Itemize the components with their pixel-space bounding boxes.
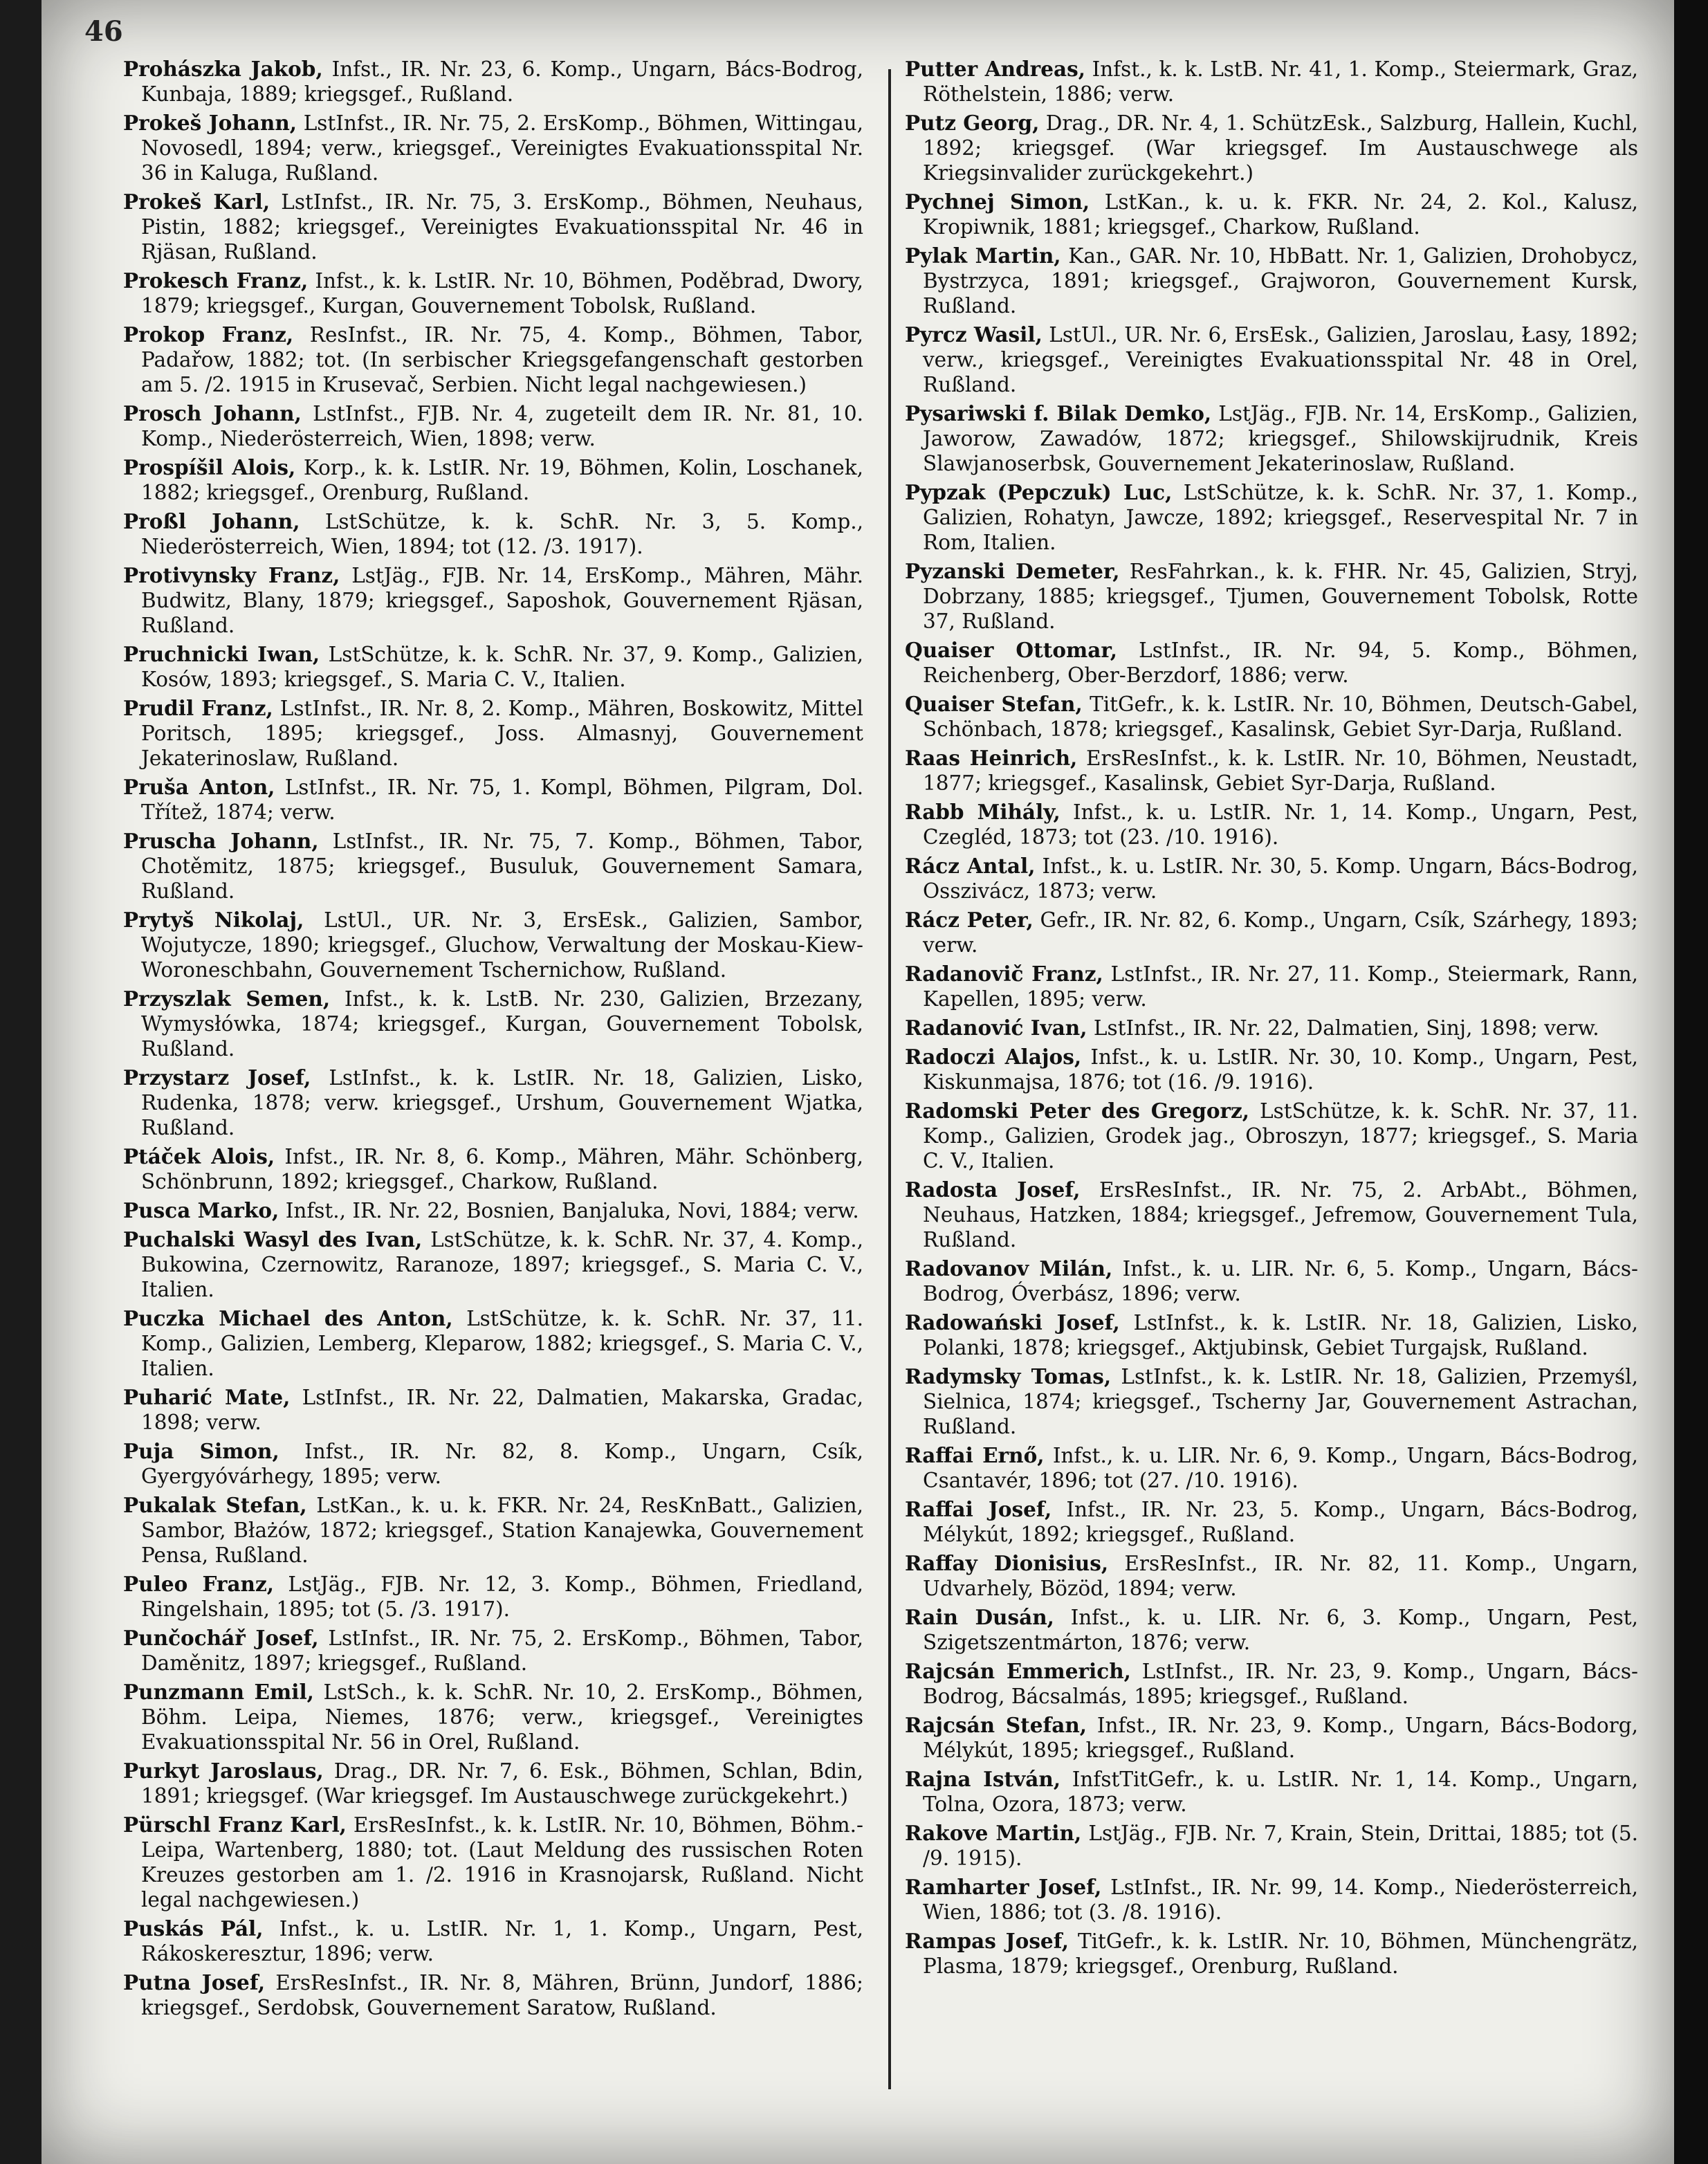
entry-name: Przyszlak Semen, xyxy=(123,987,331,1011)
entry-details: LstUl., UR. Nr. 3, ErsEsk., Galizien, Sambor, Wojutycze, 1890; kriegsgef., Gluchow, Verwaltung der Moskau-Kiew-Woroneschbahn, Gouvernement Tschernichow, Rußland. xyxy=(141,908,863,982)
entry-details: LstSchütze, k. k. SchR. Nr. 37, 9. Komp., Galizien, Kosów, 1893; kriegsgef., S. Maria C. V., Italien. xyxy=(141,643,863,691)
casualty-entry xyxy=(905,1045,1638,1094)
casualty-entry xyxy=(123,401,863,451)
entry-name: Ptáček Alois, xyxy=(123,1144,275,1168)
entry-name: Putna Josef, xyxy=(123,1970,266,1995)
entry-details: Kan., GAR. Nr. 10, HbBatt. Nr. 1, Galizien, Drohobycz, Bystrzyca, 1891; kriegsgef., Grajworon, Gouvernement Kursk, Rußland. xyxy=(923,244,1638,318)
entry-name: Raffai Ernő, xyxy=(905,1443,1045,1467)
casualty-entry xyxy=(123,696,863,771)
entry-name: Quaiser Ottomar, xyxy=(905,638,1118,662)
entry-details: TitGefr., k. k. LstIR. Nr. 10, Böhmen, Münchengrätz, Plasma, 1879; kriegsgef., Orenburg, Rußland. xyxy=(923,1929,1638,1978)
entry-name: Raffay Dionisius, xyxy=(905,1551,1109,1575)
casualty-entry xyxy=(123,268,863,318)
entry-details: LstInfst., IR. Nr. 75, 7. Komp., Böhmen, Tabor, Chotěmitz, 1875; kriegsgef., Busuluk, Gouvernement Samara, Rußland. xyxy=(141,829,863,903)
casualty-entry xyxy=(905,401,1638,476)
casualty-entry xyxy=(123,1813,863,1912)
casualty-entry xyxy=(905,244,1638,318)
entry-name: Przystarz Josef, xyxy=(123,1065,311,1090)
entry-name: Raas Heinrich, xyxy=(905,746,1078,770)
entry-name: Pyrcz Wasil, xyxy=(905,322,1043,347)
entry-details: Infst., k. u. LstIR. Nr. 1, 14. Komp., Ungarn, Pest, Czegléd, 1873; tot (23. /10. 1916). xyxy=(923,800,1638,849)
casualty-entry xyxy=(123,1759,863,1808)
casualty-entry xyxy=(123,1144,863,1194)
entry-name: Rácz Antal, xyxy=(905,854,1036,878)
entry-details: ErsResInfst., IR. Nr. 82, 11. Komp., Ungarn, Udvarhely, Bözöd, 1894; verw. xyxy=(923,1552,1638,1600)
entry-details: Infst., k. u. LstIR. Nr. 30, 5. Komp. Ungarn, Bács-Bodrog, Osszivácz, 1873; verw. xyxy=(923,854,1638,903)
entry-name: Putz Georg, xyxy=(905,111,1040,135)
entry-name: Puczka Michael des Anton, xyxy=(123,1306,453,1330)
casualty-entry xyxy=(905,1929,1638,1979)
scan-edge xyxy=(1673,0,1708,2164)
entry-details: LstInfst., k. k. LstIR. Nr. 18, Galizien, Lisko, Polanki, 1878; kriegsgef., Aktjubinsk, Gebiet Turgajsk, Rußland. xyxy=(923,1311,1638,1359)
page-number: 46 xyxy=(84,15,123,48)
entry-name: Rácz Peter, xyxy=(905,908,1034,932)
casualty-entry xyxy=(123,111,863,185)
entry-name: Radanović Ivan, xyxy=(905,1016,1087,1040)
entry-name: Prokeš Johann, xyxy=(123,111,297,135)
entry-details: Infst., k. u. LstIR. Nr. 30, 10. Komp., Ungarn, Pest, Kiskunmajsa, 1876; tot (16. /9. 1916). xyxy=(923,1045,1638,1094)
entry-name: Prosch Johann, xyxy=(123,401,302,425)
entry-name: Proßl Johann, xyxy=(123,509,300,533)
entry-details: LstInfst., IR. Nr. 27, 11. Komp., Steiermark, Rann, Kapellen, 1895; verw. xyxy=(923,962,1638,1011)
entry-name: Pusca Marko, xyxy=(123,1198,279,1222)
entry-details: LstInfst., IR. Nr. 75, 3. ErsKomp., Böhmen, Neuhaus, Pistin, 1882; kriegsgef., Vereinigtes Evakuationsspital Nr. 46 in Rjäsan, Rußland. xyxy=(141,190,863,264)
casualty-entry xyxy=(123,775,863,825)
entry-details: TitGefr., k. k. LstIR. Nr. 10, Böhmen, Deutsch-Gabel, Schönbach, 1878; kriegsgef., Kasalinsk, Gebiet Syr-Darja, Rußland. xyxy=(923,693,1638,741)
entry-details: Infst., k. u. LstIR. Nr. 1, 1. Komp., Ungarn, Pest, Rákoskeresztur, 1896; verw. xyxy=(141,1917,863,1965)
casualty-entry xyxy=(123,190,863,264)
casualty-entry xyxy=(123,1198,863,1223)
casualty-entry xyxy=(905,111,1638,185)
casualty-entry xyxy=(123,1385,863,1435)
entry-details: ErsResInfst., IR. Nr. 75, 2. ArbAbt., Böhmen, Neuhaus, Hatzken, 1884; kriegsgef., Jefremow, Gouvernement Tula, Rußland. xyxy=(923,1178,1638,1251)
casualty-entry xyxy=(905,1443,1638,1493)
entry-name: Quaiser Stefan, xyxy=(905,692,1083,716)
casualty-entry xyxy=(905,1659,1638,1709)
entry-details: Drag., DR. Nr. 4, 1. SchützEsk., Salzburg, Hallein, Kuchl, 1892; kriegsgef. (War kriegsgef. Im Austauschwege als Kriegsinvalider zurückgekehrt.) xyxy=(923,111,1638,185)
casualty-entry xyxy=(123,1916,863,1966)
entry-details: LstJäg., FJB. Nr. 14, ErsKomp., Mähren, Mähr. Budwitz, Blany, 1879; kriegsgef., Saposhok, Gouvernement Rjäsan, Rußland. xyxy=(141,564,863,637)
entry-details: LstSchütze, k. k. SchR. Nr. 37, 11. Komp., Galizien, Grodek jag., Obroszyn, 1877; kriegsgef., S. Maria C. V., Italien. xyxy=(923,1099,1638,1173)
casualty-entry xyxy=(123,1626,863,1676)
entry-details: Infst., k. u. LIR. Nr. 6, 3. Komp., Ungarn, Pest, Szigetszentmárton, 1876; verw. xyxy=(923,1606,1638,1654)
entry-details: LstJäg., FJB. Nr. 14, ErsKomp., Galizien, Jaworow, Zawadów, 1872; kriegsgef., Shilowskijrudnik, Kreis Slawjanoserbsk, Gouvernement Jekaterinoslaw, Rußland. xyxy=(923,402,1638,475)
entry-details: Infst., IR. Nr. 22, Bosnien, Banjaluka, Novi, 1884; verw. xyxy=(285,1199,859,1222)
entry-details: LstUl., UR. Nr. 6, ErsEsk., Galizien, Jaroslau, Łasy, 1892; verw., kriegsgef., Vereinigtes Evakuationsspital Nr. 48 in Orel, Rußland. xyxy=(923,323,1638,396)
entry-name: Rakove Martin, xyxy=(905,1821,1082,1845)
entry-name: Rajna István, xyxy=(905,1767,1061,1791)
entry-name: Ramharter Josef, xyxy=(905,1875,1102,1899)
entry-name: Pürschl Franz Karl, xyxy=(123,1813,347,1837)
entry-name: Pylak Martin, xyxy=(905,244,1061,268)
entry-details: ErsResInfst., IR. Nr. 8, Mähren, Brünn, Jundorf, 1886; kriegsgef., Serdobsk, Gouvernement Saratow, Rußland. xyxy=(141,1971,863,2019)
entry-name: Prudil Franz, xyxy=(123,696,273,720)
entry-name: Radanovič Franz, xyxy=(905,962,1103,986)
entry-details: LstInfst., k. k. LstIR. Nr. 18, Galizien, Lisko, Rudenka, 1878; verw. kriegsgef., Urshum, Gouvernement Wjatka, Rußland. xyxy=(141,1066,863,1139)
casualty-entry xyxy=(123,1065,863,1140)
entry-name: Radosta Josef, xyxy=(905,1177,1081,1202)
entry-name: Rabb Mihály, xyxy=(905,800,1060,824)
entry-name: Pruša Anton, xyxy=(123,775,275,799)
casualty-entry xyxy=(905,1177,1638,1252)
casualty-entry xyxy=(905,322,1638,397)
entry-name: Prokesch Franz, xyxy=(123,268,309,293)
entry-details: LstInfst., IR. Nr. 23, 9. Komp., Ungarn, Bács-Bodrog, Bácsalmás, 1895; kriegsgef., Rußland. xyxy=(923,1660,1638,1708)
entry-details: LstInfst., IR. Nr. 75, 2. ErsKomp., Böhmen, Wittingau, Novosedl, 1894; verw., kriegsgef., Vereinigtes Evakuationsspital Nr. 36 in Kaluga, Rußland. xyxy=(141,111,863,185)
casualty-entry xyxy=(123,1970,863,2020)
casualty-entry xyxy=(905,1713,1638,1763)
entry-name: Prytyš Nikolaj, xyxy=(123,908,304,932)
entry-details: Drag., DR. Nr. 7, 6. Esk., Böhmen, Schlan, Bdin, 1891; kriegsgef. (War kriegsgef. Im Austauschwege zurückgekehrt.) xyxy=(141,1759,863,1808)
entry-details: InfstTitGefr., k. u. LstIR. Nr. 1, 14. Komp., Ungarn, Tolna, Ozora, 1873; verw. xyxy=(923,1768,1638,1816)
casualty-entry xyxy=(123,642,863,692)
entry-details: Infst., IR. Nr. 23, 9. Komp., Ungarn, Bács-Bodorg, Mélykút, 1895; kriegsgef., Rußland. xyxy=(923,1714,1638,1762)
entry-details: Korp., k. k. LstIR. Nr. 19, Böhmen, Kolin, Loschanek, 1882; kriegsgef., Orenburg, Rußland. xyxy=(141,456,863,504)
entry-name: Pychnej Simon, xyxy=(905,190,1090,214)
entry-name: Pruchnicki Iwan, xyxy=(123,642,320,666)
casualty-entry xyxy=(905,638,1638,688)
entry-name: Pruscha Johann, xyxy=(123,829,319,853)
entry-name: Rampas Josef, xyxy=(905,1929,1069,1953)
entry-details: LstJäg., FJB. Nr. 7, Krain, Stein, Drittai, 1885; tot (5. /9. 1915). xyxy=(923,1822,1638,1870)
casualty-entry xyxy=(905,746,1638,796)
casualty-entry xyxy=(905,1551,1638,1601)
right-column xyxy=(905,57,1638,1983)
entry-name: Protivynsky Franz, xyxy=(123,563,340,587)
entry-name: Raffai Josef, xyxy=(905,1497,1052,1521)
entry-name: Puja Simon, xyxy=(123,1439,279,1463)
entry-details: LstKan., k. u. k. FKR. Nr. 24, ResKnBatt., Galizien, Sambor, Błażów, 1872; kriegsgef., Station Kanajewka, Gouvernement Pensa, Rußland. xyxy=(141,1494,863,1567)
casualty-entry xyxy=(123,1439,863,1489)
entry-details: Infst., IR. Nr. 8, 6. Komp., Mähren, Mähr. Schönberg, Schönbrunn, 1892; kriegsgef., Charkow, Rußland. xyxy=(141,1145,863,1193)
casualty-entry xyxy=(123,908,863,982)
casualty-entry xyxy=(905,1821,1638,1871)
entry-details: LstInfst., k. k. LstIR. Nr. 18, Galizien, Przemyśl, Sielnica, 1874; kriegsgef., Tscherny Jar, Gouvernement Astrachan, Rußland. xyxy=(923,1365,1638,1438)
casualty-entry xyxy=(123,509,863,559)
entry-details: ErsResInfst., k. k. LstIR. Nr. 10, Böhmen, Neustadt, 1877; kriegsgef., Kasalinsk, Gebiet Syr-Darja, Rußland. xyxy=(923,746,1638,795)
casualty-entry xyxy=(905,190,1638,239)
column-divider xyxy=(888,69,891,2089)
entry-name: Prokop Franz, xyxy=(123,322,294,347)
entry-details: Gefr., IR. Nr. 82, 6. Komp., Ungarn, Csík, Szárhegy, 1893; verw. xyxy=(923,908,1638,957)
entry-details: LstKan., k. u. k. FKR. Nr. 24, 2. Kol., Kalusz, Kropiwnik, 1881; kriegsgef., Charkow, Rußland. xyxy=(923,190,1638,239)
entry-name: Radymsky Tomas, xyxy=(905,1364,1112,1388)
entry-details: Infst., k. u. LIR. Nr. 6, 9. Komp., Ungarn, Bács-Bodrog, Csantavér, 1896; tot (27. /10. 1916). xyxy=(923,1444,1638,1492)
left-column xyxy=(123,57,863,2024)
entry-details: Infst., IR. Nr. 23, 5. Komp., Ungarn, Bács-Bodrog, Mélykút, 1892; kriegsgef., Rußland. xyxy=(923,1498,1638,1546)
document-page xyxy=(42,0,1674,2164)
entry-name: Pukalak Stefan, xyxy=(123,1493,307,1517)
entry-details: ErsResInfst., k. k. LstIR. Nr. 10, Böhmen, Böhm.-Leipa, Wartenberg, 1880; tot. (Laut Meldung des russischen Roten Kreuzes gestorben am 1. /2. 1916 in Krasnojarsk, Rußland. Nicht legal nachgewiesen.) xyxy=(141,1813,863,1911)
entry-name: Puskás Pál, xyxy=(123,1916,264,1941)
entry-details: Infst., k. k. LstB. Nr. 41, 1. Komp., Steiermark, Graz, Röthelstein, 1886; verw. xyxy=(923,57,1638,106)
entry-name: Prospíšil Alois, xyxy=(123,455,296,479)
entry-details: LstSchütze, k. k. SchR. Nr. 37, 4. Komp., Bukowina, Czernowitz, Raranoze, 1897; kriegsgef., S. Maria C. V., Italien. xyxy=(141,1228,863,1301)
casualty-entry xyxy=(123,455,863,505)
casualty-entry xyxy=(123,829,863,904)
casualty-entry xyxy=(905,962,1638,1011)
entry-details: LstInfst., IR. Nr. 8, 2. Komp., Mähren, Boskowitz, Mittel Poritsch, 1895; kriegsgef., Joss. Almasnyj, Gouvernement Jekaterinoslaw, Rußland. xyxy=(141,697,863,770)
entry-details: LstInfst., FJB. Nr. 4, zugeteilt dem IR. Nr. 81, 10. Komp., Niederösterreich, Wien, 1898; verw. xyxy=(141,402,863,450)
entry-name: Radowański Josef, xyxy=(905,1310,1120,1335)
entry-details: ResInfst., IR. Nr. 75, 4. Komp., Böhmen, Tabor, Padařow, 1882; tot. (In serbischer Kriegsgefangenschaft gestorben am 5. /2. 1915 in Krusevač, Serbien. Nicht legal nachgewiesen.) xyxy=(141,323,863,396)
casualty-entry xyxy=(905,57,1638,107)
entry-name: Punzmann Emil, xyxy=(123,1680,314,1704)
entry-name: Rajcsán Emmerich, xyxy=(905,1659,1131,1683)
entry-name: Pypzak (Pepczuk) Luc, xyxy=(905,480,1173,504)
entry-name: Rajcsán Stefan, xyxy=(905,1713,1087,1737)
entry-name: Putter Andreas, xyxy=(905,57,1085,81)
casualty-entry xyxy=(905,692,1638,742)
entry-details: LstSch., k. k. SchR. Nr. 10, 2. ErsKomp., Böhmen, Böhm. Leipa, Niemes, 1876; verw., kriegsgef., Vereinigtes Evakuationsspital Nr. 56 in Orel, Rußland. xyxy=(141,1680,863,1754)
casualty-entry xyxy=(123,322,863,397)
entry-details: Infst., k. u. LIR. Nr. 6, 5. Komp., Ungarn, Bács-Bodrog, Óverbász, 1896; verw. xyxy=(923,1257,1638,1305)
casualty-entry xyxy=(123,1227,863,1302)
casualty-entry xyxy=(123,1572,863,1622)
casualty-entry xyxy=(905,559,1638,634)
casualty-entry xyxy=(905,1497,1638,1547)
casualty-entry xyxy=(905,1256,1638,1306)
entry-details: Infst., k. k. LstB. Nr. 230, Galizien, Brzezany, Wymysłówka, 1874; kriegsgef., Kurgan, Gouvernement Tobolsk, Rußland. xyxy=(141,987,863,1061)
entry-details: LstSchütze, k. k. SchR. Nr. 3, 5. Komp., Niederösterreich, Wien, 1894; tot (12. /3. 1917). xyxy=(141,510,863,558)
entry-details: LstInfst., IR. Nr. 75, 1. Kompl, Böhmen, Pilgram, Dol. Třítež, 1874; verw. xyxy=(141,776,863,824)
entry-details: Infst., IR. Nr. 82, 8. Komp., Ungarn, Csík, Gyergyóvárhegy, 1895; verw. xyxy=(141,1440,863,1488)
entry-name: Pyzanski Demeter, xyxy=(905,559,1120,583)
casualty-entry xyxy=(905,1364,1638,1439)
casualty-entry xyxy=(123,1306,863,1381)
entry-details: LstInfst., IR. Nr. 99, 14. Komp., Niederösterreich, Wien, 1886; tot (3. /8. 1916). xyxy=(923,1876,1638,1924)
entry-name: Purkyt Jaroslaus, xyxy=(123,1759,324,1783)
entry-name: Puchalski Wasyl des Ivan, xyxy=(123,1227,423,1251)
entry-name: Radoczi Alajos, xyxy=(905,1045,1082,1069)
entry-details: LstInfst., IR. Nr. 22, Dalmatien, Makarska, Gradac, 1898; verw. xyxy=(141,1386,863,1434)
casualty-entry xyxy=(905,1875,1638,1925)
entry-details: LstJäg., FJB. Nr. 12, 3. Komp., Böhmen, Friedland, Ringelshain, 1895; tot (5. /3. 1917). xyxy=(141,1572,863,1621)
entry-name: Prohászka Jakob, xyxy=(123,57,323,81)
entry-name: Radovanov Milán, xyxy=(905,1256,1113,1281)
casualty-entry xyxy=(123,563,863,638)
casualty-entry xyxy=(905,908,1638,957)
casualty-entry xyxy=(905,1310,1638,1360)
casualty-entry xyxy=(905,1016,1638,1040)
entry-name: Pysariwski f. Bilak Demko, xyxy=(905,401,1212,425)
entry-name: Rain Dusán, xyxy=(905,1605,1054,1629)
casualty-entry xyxy=(123,1680,863,1754)
casualty-entry xyxy=(123,57,863,107)
casualty-entry xyxy=(905,480,1638,555)
entry-name: Puharić Mate, xyxy=(123,1385,291,1409)
entry-name: Radomski Peter des Gregorz, xyxy=(905,1099,1250,1123)
casualty-entry xyxy=(905,854,1638,904)
entry-details: LstSchütze, k. k. SchR. Nr. 37, 1. Komp., Galizien, Rohatyn, Jawcze, 1892; kriegsgef., Reservespital Nr. 7 in Rom, Italien. xyxy=(923,481,1638,554)
casualty-entry xyxy=(905,1099,1638,1173)
casualty-entry xyxy=(123,987,863,1061)
entry-name: Punčochář Josef, xyxy=(123,1626,319,1650)
casualty-entry xyxy=(905,1605,1638,1655)
entry-details: Infst., k. k. LstIR. Nr. 10, Böhmen, Poděbrad, Dwory, 1879; kriegsgef., Kurgan, Gouvernement Tobolsk, Rußland. xyxy=(141,269,864,318)
entry-details: Infst., IR. Nr. 23, 6. Komp., Ungarn, Bács-Bodrog, Kunbaja, 1889; kriegsgef., Rußland. xyxy=(141,57,863,106)
casualty-entry xyxy=(123,1493,863,1568)
entry-details: LstSchütze, k. k. SchR. Nr. 37, 11. Komp., Galizien, Lemberg, Kleparow, 1882; kriegsgef., S. Maria C. V., Italien. xyxy=(141,1307,864,1380)
entry-details: LstInfst., IR. Nr. 22, Dalmatien, Sinj, 1898; verw. xyxy=(1093,1016,1599,1040)
casualty-entry xyxy=(905,1767,1638,1817)
entry-name: Prokeš Karl, xyxy=(123,190,270,214)
entry-name: Puleo Franz, xyxy=(123,1572,275,1596)
entry-details: ResFahrkan., k. k. FHR. Nr. 45, Galizien, Stryj, Dobrzany, 1885; kriegsgef., Tjumen, Gouvernement Tobolsk, Rotte 37, Rußland. xyxy=(923,560,1639,633)
entry-details: LstInfst., IR. Nr. 94, 5. Komp., Böhmen, Reichenberg, Ober-Berzdorf, 1886; verw. xyxy=(923,639,1638,687)
casualty-entry xyxy=(905,800,1638,850)
entry-details: LstInfst., IR. Nr. 75, 2. ErsKomp., Böhmen, Tabor, Daměnitz, 1897; kriegsgef., Rußland. xyxy=(141,1626,863,1675)
